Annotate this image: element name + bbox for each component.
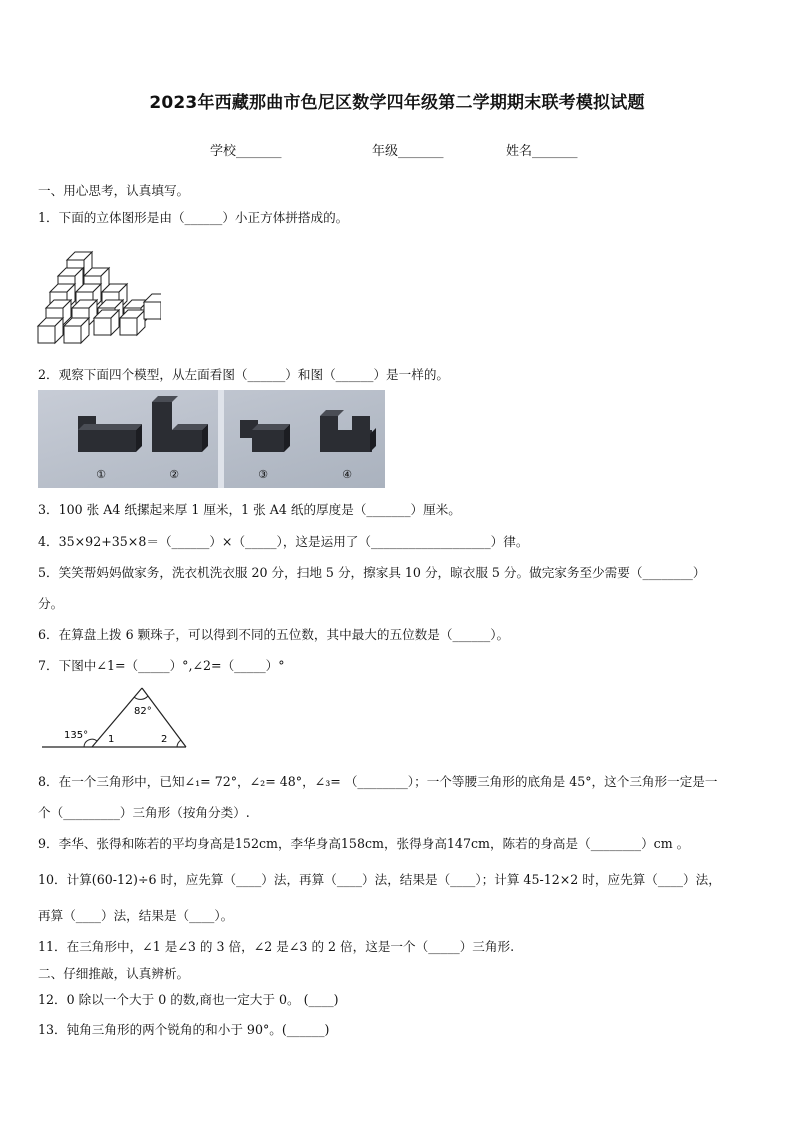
- section-1-heading: 一、用心思考，认真填写。: [38, 183, 190, 198]
- model-label-1: ①: [96, 468, 106, 481]
- model-label-3: ③: [258, 468, 268, 481]
- model-label-2: ②: [169, 468, 179, 481]
- name-field: 姓名_______: [506, 144, 578, 159]
- angle-1-label: 1: [108, 734, 115, 745]
- angle-top-label: 82°: [134, 706, 152, 717]
- question-1: 1．下面的立体图形是由（______）小正方体拼搭成的。: [38, 210, 349, 225]
- question-2: 2．观察下面四个模型，从左面看图（______）和图（______）是一样的。: [38, 367, 450, 382]
- question-6: 6．在算盘上拨 6 颗珠子，可以得到不同的五位数，其中最大的五位数是（______）。: [38, 627, 510, 642]
- question-9: 9．李华、张得和陈若的平均身高是152cm，李华身高158cm，张得身高147cm，陈若的身高是（________）cm 。: [38, 836, 690, 851]
- question-10-line-1: 10．计算(60-12)÷6 时，应先算（____）法，再算（____）法，结果是（____）；计算 45-12×2 时，应先算（____）法，: [38, 872, 721, 887]
- question-13: 13．钝角三角形的两个锐角的和小于 90°。(______): [38, 1022, 330, 1037]
- question-7: 7．下图中∠1=（_____）°,∠2=（_____）°: [38, 658, 285, 673]
- angle-exterior-label: 135°: [64, 730, 89, 741]
- question-8-line-1: 8．在一个三角形中，已知∠₁= 72°，∠₂= 48°，∠₃= （________）；一个等腰三角形的底角是 45°，这个三角形一定是一: [38, 774, 718, 789]
- question-4: 4．35×92+35×8＝（______）×（_____），这是运用了（___________________）律。: [38, 534, 529, 549]
- triangle-figure: [40, 684, 190, 754]
- models-photo: [38, 390, 385, 488]
- model-label-4: ④: [342, 468, 352, 481]
- page-title: 2023年西藏那曲市色尼区数学四年级第二学期期末联考模拟试题: [149, 93, 645, 113]
- question-5-line-1: 5．笑笑帮妈妈做家务，洗衣机洗衣服 20 分，扫地 5 分，擦家具 10 分，晾衣服 5 分。做完家务至少需要（________）: [38, 565, 706, 580]
- school-field: 学校_______: [210, 144, 282, 159]
- question-3: 3．100 张 A4 纸摞起来厚 1 厘米，1 张 A4 纸的厚度是（_______）厘米。: [38, 502, 461, 517]
- section-2-heading: 二、仔细推敲，认真辨析。: [38, 966, 190, 981]
- grade-field: 年级_______: [372, 144, 444, 159]
- question-12: 12．0 除以一个大于 0 的数,商也一定大于 0。 (____): [38, 992, 339, 1007]
- angle-2-label: 2: [161, 734, 168, 745]
- question-10-line-2: 再算（____）法，结果是（____）。: [38, 908, 234, 923]
- question-8-line-2: 个（_________）三角形（按角分类）.: [38, 805, 250, 820]
- cube-stack-figure: [36, 246, 161, 346]
- question-11: 11．在三角形中，∠1 是∠3 的 3 倍，∠2 是∠3 的 2 倍，这是一个（_____）三角形.: [38, 939, 515, 954]
- question-5-line-2: 分。: [38, 596, 64, 611]
